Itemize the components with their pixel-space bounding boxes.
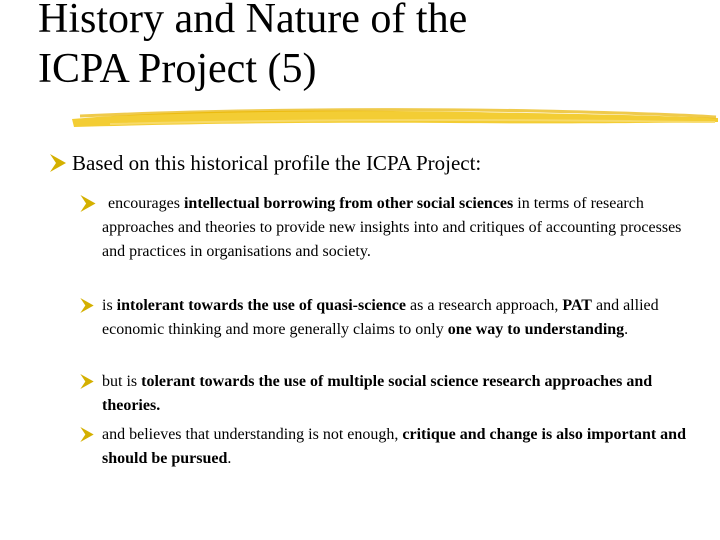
bullet-1-bold: intellectual borrowing from other social sciences [183,195,514,212]
bullet-3-bold: tolerant towards the use of multiple social science research approaches and theories. [102,373,653,414]
bullet-2-bold-1: intolerant towards the use of quasi-science [116,297,406,314]
arrow-bullet-icon [80,427,94,442]
bullet-3-pre: but is [102,373,142,390]
title-line-2: ICPA Project (5) [38,46,317,92]
bullet-item-3 [80,370,690,418]
title-line-1: History and Nature of the [38,0,468,42]
arrow-bullet-icon [80,195,96,212]
bullet-4-pre: and believes that understanding is not enough, [102,426,403,443]
bullet-1-post: in terms of research approaches and theories to provide new insights into and critiques of accounting processes and practices in organisations and society. [102,195,682,260]
bullet-item-1 [80,192,690,264]
arrow-bullet-icon [80,298,94,313]
bullet-2-bold-3: one way to understanding [447,321,625,338]
bullet-4-post: . [227,450,232,467]
bullet-text-2 [102,294,690,342]
bullet-2-post: . [624,321,629,338]
arrow-bullet-icon [80,374,94,389]
bullet-2-bold-2: PAT [562,297,592,314]
bullet-item-4 [80,423,690,471]
bullet-1-pre: encourages [108,195,184,212]
bullet-text-4 [102,423,690,471]
bullet-item-2 [80,294,690,342]
bullet-2-pre: is [102,297,117,314]
bullet-4-bold: critique and change is also important and should be pursued [102,426,686,467]
intro-text: Based on this historical profile the ICPA Project: [72,151,482,175]
bullet-2-mid: as a research approach, [405,297,563,314]
bullet-2-mid-2: and allied economic thinking and more generally claims to only [102,297,659,338]
bullet-text-1 [102,192,690,264]
bullet-text-3 [102,370,690,418]
arrow-bullet-icon [50,154,66,172]
